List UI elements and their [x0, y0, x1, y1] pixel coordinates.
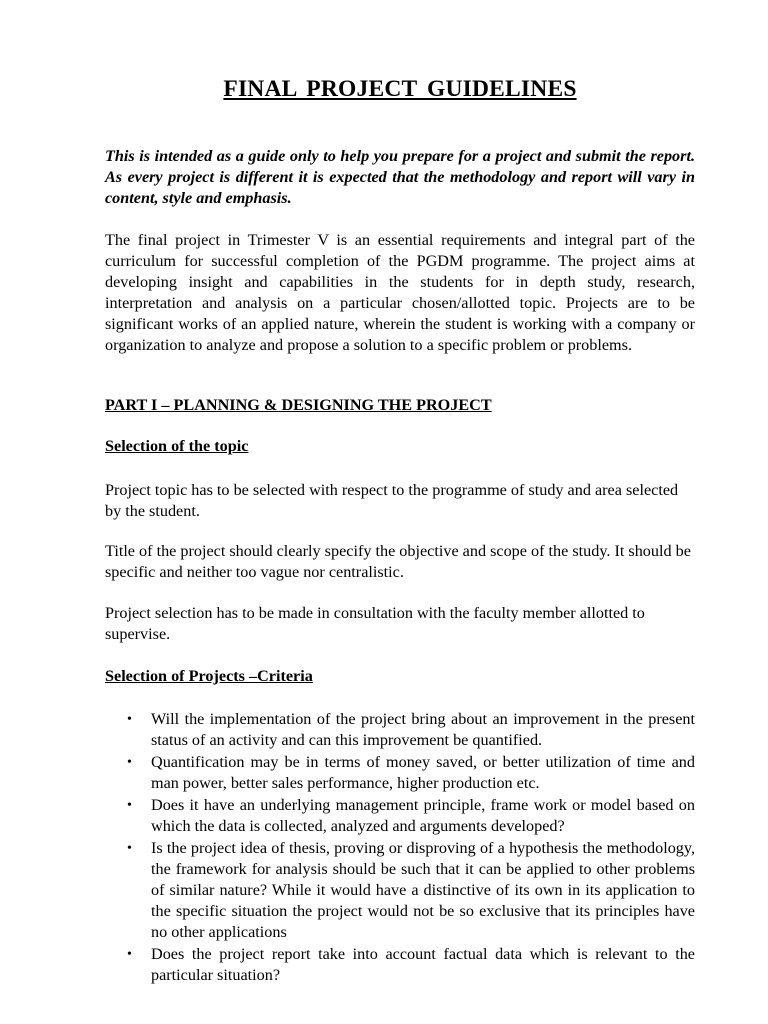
list-item-text: Is the project idea of thesis, proving or disproving of a hypothesis the methodology, the framework for analysis should be such that it can be applied to other problems of similar nature? While it would have a distinctive of its own in its application to the specific situation the project would not be so exclusive that its principles have no other applications	[151, 839, 695, 941]
bullet-icon: •	[127, 947, 132, 962]
criteria-list	[105, 709, 695, 987]
list-item-text: Does the project report take into account factual data which is relevant to the particular situation?	[151, 945, 695, 984]
list-item	[105, 709, 695, 751]
list-item	[105, 944, 695, 986]
title-paragraph: Title of the project should clearly specify the objective and scope of the study. It should be specific and neither too vague nor centralistic.	[105, 542, 691, 581]
topic-paragraph: Project topic has to be selected with respect to the programme of study and area selected by the student.	[105, 481, 679, 520]
topic-selection-heading: Selection of the topic	[105, 437, 249, 455]
list-item-text: Does it have an underlying management principle, frame work or model based on which the data is collected, analyzed and arguments developed?	[151, 796, 695, 835]
bullet-icon: •	[127, 841, 132, 856]
list-item	[105, 795, 695, 837]
list-item	[105, 838, 695, 943]
criteria-heading: Selection of Projects –Criteria	[105, 667, 313, 685]
list-item-text: Quantification may be in terms of money saved, or better utilization of time and man power, better sales performance, higher production etc.	[151, 753, 695, 792]
intro-note: This is intended as a guide only to help you prepare for a project and submit the report. As every project is different it is expected that the methodology and report will vary in content, style and emphasis.	[105, 147, 695, 207]
bullet-icon: •	[127, 755, 132, 770]
list-item-text: Will the implementation of the project bring about an improvement in the present status of an activity and can this improvement be quantified.	[151, 710, 695, 749]
part-one-heading: PART I – PLANNING & DESIGNING THE PROJECT	[105, 396, 492, 414]
consultation-paragraph: Project selection has to be made in consultation with the faculty member allotted to supervise.	[105, 604, 645, 643]
document-title: FINAL PROJECT GUIDELINES	[223, 76, 577, 102]
overview-paragraph: The final project in Trimester V is an essential requirements and integral part of the curriculum for successful completion of the PGDM programme. The project aims at developing insight and capabilities in the students for in depth study, research, interpretation and analysis on a particular chosen/allotted topic. Projects are to be significant works of an applied nature, wherein the student is working with a company or organization to analyze and propose a solution to a specific problem or problems.	[105, 231, 695, 354]
list-item	[105, 752, 695, 794]
bullet-icon: •	[127, 798, 132, 813]
bullet-icon: •	[127, 712, 132, 727]
